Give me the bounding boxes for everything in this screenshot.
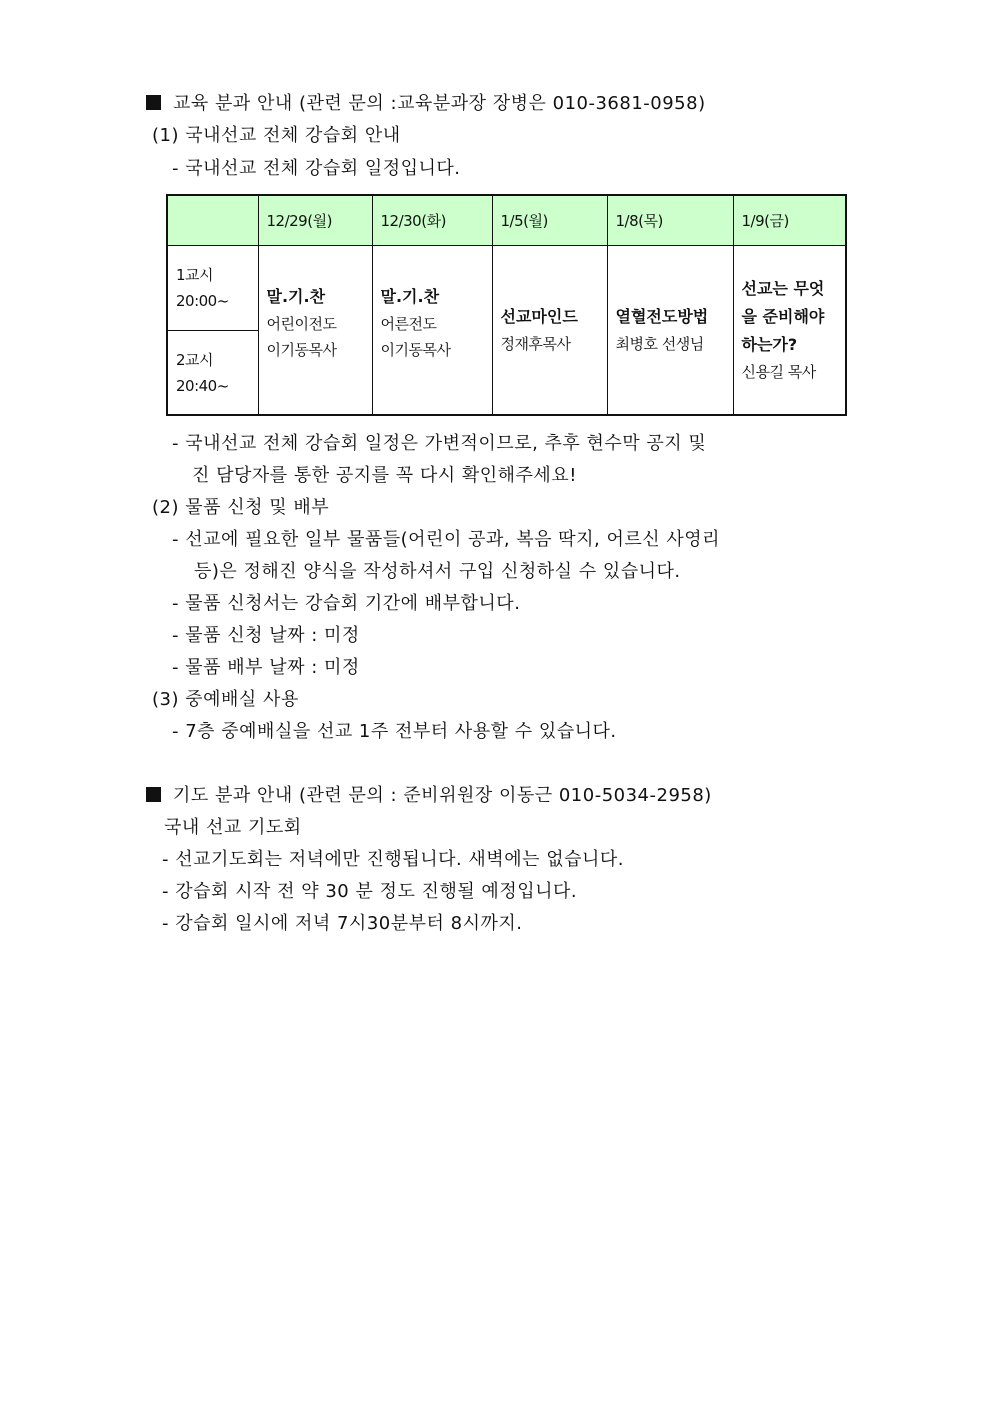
session-title-line: 을 준비해야 [741,307,825,327]
section-2-line-5: - 물품 배부 날짜 : 미정 [172,657,360,678]
schedule-note-line-2: 진 담당자를 통한 공지를 꼭 다시 확인해주세요! [192,465,577,486]
session-speaker: 이기동목사 [266,341,337,360]
session-title-line: 선교는 무엇 [741,279,825,299]
session-cell [607,246,733,415]
session-speaker: 신용길 목사 [741,363,816,382]
header-cell-date: 1/9(금) [733,195,846,246]
session-speaker: 이기동목사 [380,341,451,360]
session-cell [372,246,492,415]
section-3-line-1: - 7층 중예배실을 선교 1주 전부터 사용할 수 있습니다. [172,721,617,742]
square-bullet-icon [146,95,161,110]
prayer-line-3: - 강습회 일시에 저녁 7시30분부터 8시까지. [162,913,523,934]
prayer-line-2: - 강습회 시작 전 약 30 분 정도 진행될 예정입니다. [162,881,578,902]
header-cell-empty [167,195,258,246]
section-2-line-2: 등)은 정해진 양식을 작성하셔서 구입 신청하실 수 있습니다. [194,561,681,582]
session-speaker: 정재후목사 [500,335,571,354]
session-title: 선교마인드 [500,307,578,327]
prayer-subtitle: 국내 선교 기도회 [164,817,302,838]
session-title: 열혈전도방법 [615,307,709,327]
prayer-heading [146,784,712,808]
session-target: 어른전도 [380,315,437,334]
square-bullet-icon [146,787,161,802]
period-2-time: 20:40~ [176,377,229,396]
edu-heading-text: 교육 분과 안내 (관련 문의 :교육분과장 장병은 010-3681-0958) [173,93,706,114]
session-title: 말.기.찬 [380,287,440,307]
session-speaker: 최병호 선생님 [615,335,704,354]
header-cell-date: 12/29(월) [258,195,372,246]
header-cell-date: 1/8(목) [607,195,733,246]
section-2-line-1: - 선교에 필요한 일부 물품들(어린이 공과, 복음 딱지, 어르신 사영리 [172,529,721,550]
session-target: 어린이전도 [266,315,337,334]
section-3-title: (3) 중예배실 사용 [152,689,299,710]
section-1-title: (1) 국내선교 전체 강습회 안내 [152,125,401,146]
prayer-line-1: - 선교기도회는 저녁에만 진행됩니다. 새벽에는 없습니다. [162,849,624,870]
session-title-line: 하는가? [741,335,798,355]
session-cell [258,246,372,415]
section-2-line-4: - 물품 신청 날짜 : 미정 [172,625,360,646]
session-title: 말.기.찬 [266,287,326,307]
period-2-label: 2교시 [176,351,214,370]
header-cell-date: 12/30(화) [372,195,492,246]
table-row [167,246,846,331]
lecture-schedule-table [166,194,847,416]
schedule-note-line-1: - 국내선교 전체 강습회 일정은 가변적이므로, 추후 현수막 공지 및 [172,433,707,454]
edu-heading [146,92,706,116]
session-cell [733,246,846,415]
prayer-heading-text: 기도 분과 안내 (관련 문의 : 준비위원장 이동근 010-5034-2958) [173,785,712,806]
period-1-label: 1교시 [176,266,214,285]
section-1-line: - 국내선교 전체 강습회 일정입니다. [172,158,461,179]
session-cell [492,246,607,415]
header-cell-date: 1/5(월) [492,195,607,246]
period-1-cell [167,246,258,331]
period-2-cell [167,331,258,415]
table-header-row [167,195,846,246]
period-1-time: 20:00~ [176,292,229,311]
section-2-line-3: - 물품 신청서는 강습회 기간에 배부합니다. [172,593,521,614]
section-2-title: (2) 물품 신청 및 배부 [152,497,330,518]
